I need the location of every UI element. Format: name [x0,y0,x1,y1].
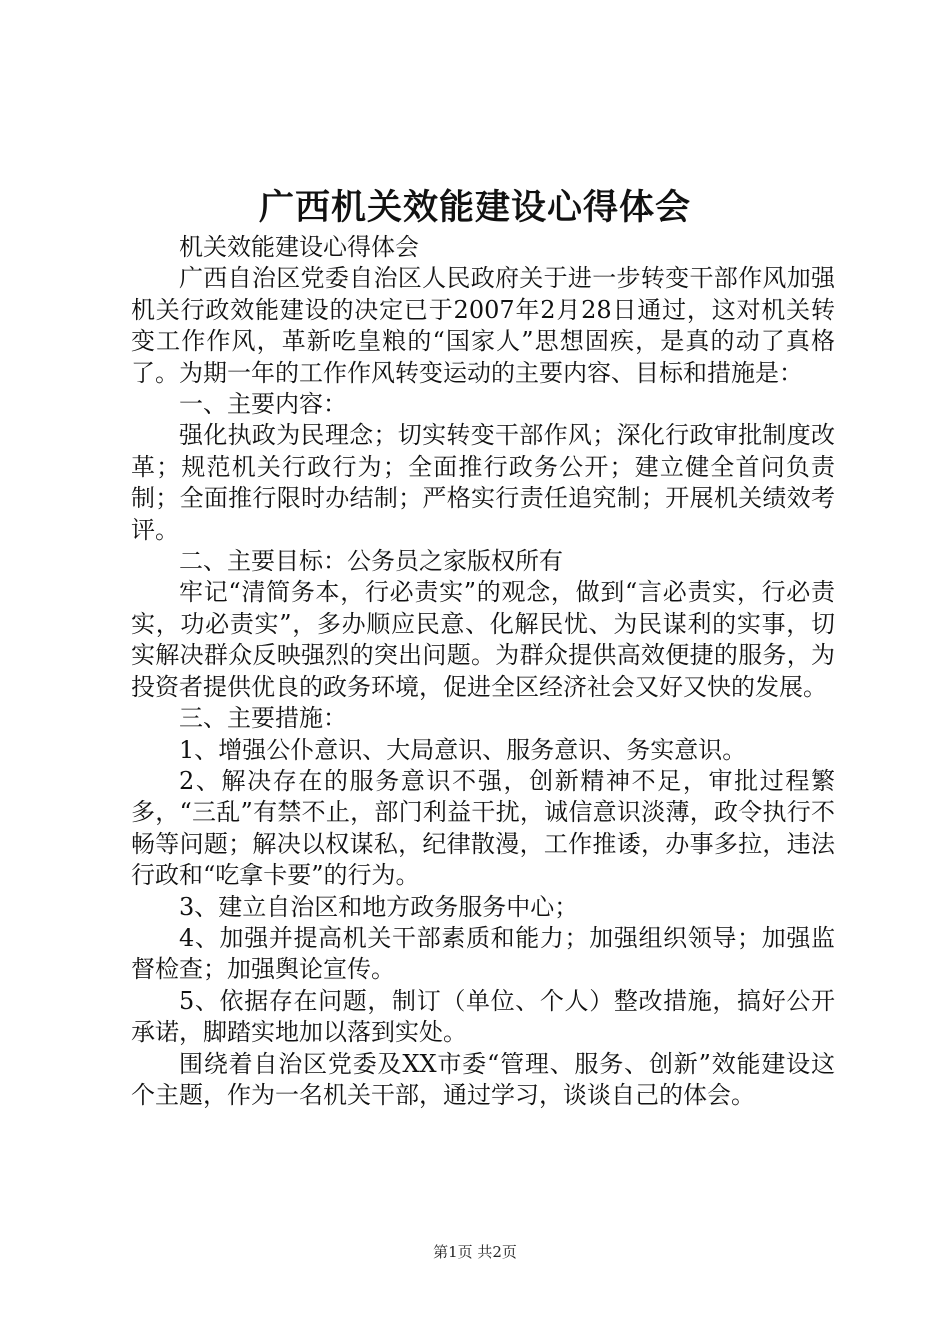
document-title: 广西机关效能建设心得体会 [258,187,691,228]
measure-item-5: 5、依据存在问题，制订（单位、个人）整改措施，搞好公开承诺，脚踏实地加以落到实处。 [131,986,835,1047]
section-heading-measures: 三、主要措施： [179,704,347,733]
paragraph-intro: 广西自治区党委自治区人民政府关于进一步转变干部作风加强机关行政效能建设的决定已于2007年2月28日通过，这对机关转变工作作风，革新吃皇粮的“国家人”思想固疾，是真的动了真格了。为期一年的工作作风转变运动的主要内容、目标和措施是： [131,264,835,387]
measure-item-2: 2、解决存在的服务意识不强，创新精神不足，审批过程繁多，“三乱”有禁不止，部门利益干扰，诚信意识淡薄，政令执行不畅等问题；解决以权谋私，纪律散漫，工作推诿，办事多拉，违法行政和“吃拿卡要”的行为。 [131,766,835,890]
paragraph-subtitle: 机关效能建设心得体会 [179,233,419,261]
paragraph-closing: 围绕着自治区党委及XX市委“管理、服务、创新”效能建设这个主题，作为一名机关干部，通过学习，谈谈自己的体会。 [131,1049,835,1109]
section-heading-goals: 二、主要目标：公务员之家版权所有 [179,547,563,576]
page-number-footer: 第1页 共2页 [433,1243,517,1261]
section-heading-content: 一、主要内容： [179,390,347,419]
measure-item-1: 1、增强公仆意识、大局意识、服务意识、务实意识。 [179,735,747,764]
document-body [131,232,835,1111]
measure-item-3: 3、建立自治区和地方政务服务中心； [179,892,579,921]
paragraph-content: 强化执政为民理念；切实转变干部作风；深化行政审批制度改革；规范机关行政行为；全面推行政务公开；建立健全首问负责制；全面推行限时办结制；严格实行责任追究制；开展机关绩效考评。 [131,421,835,544]
measure-item-4: 4、加强并提高机关干部素质和能力；加强组织领导；加强监督检查；加强舆论宣传。 [131,923,835,984]
paragraph-goals: 牢记“清简务本，行必责实”的观念，做到“言必责实，行必责实，功必责实”，多办顺应民意、化解民忧、为民谋利的实事，切实解决群众反映强烈的突出问题。为群众提供高效便捷的服务，为投资者提供优良的政务环境，促进全区经济社会又好又快的发展。 [131,578,835,701]
